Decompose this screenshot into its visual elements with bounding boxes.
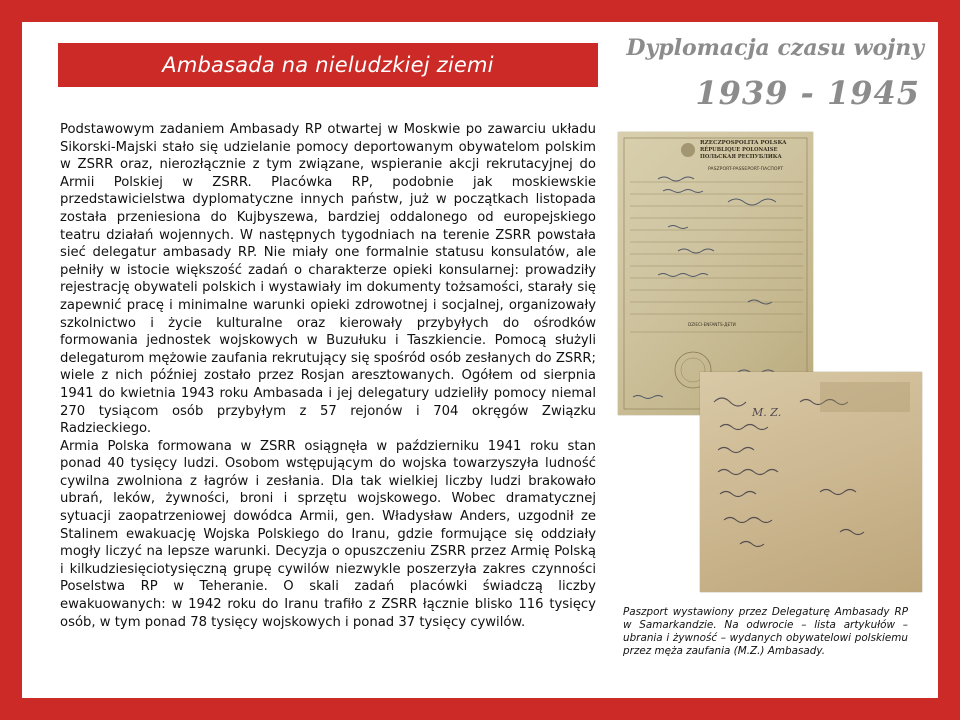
passport-children-label: DZIECI-ENFANTS-ДЕТИ — [688, 322, 736, 327]
photo-caption — [623, 606, 908, 658]
passport-header-line-2: RÉPUBLIQUE POLONAISE — [700, 147, 778, 153]
photo-caption-text: Paszport wystawiony przez Delegaturę Ambasady RP w Samarkandzie. Na odwrocie – lista artykułów – ubrania i żywność – wydanych obywatelowi polskiemu przez męża zaufania (M.Z.) Ambasady. — [623, 606, 908, 657]
years-range: 1939 - 1945 — [695, 74, 920, 112]
article-paragraph-1: Podstawowym zadaniem Ambasady RP otwartej w Moskwie po zawarciu układu Sikorski-Majski stało się udzielanie pomocy deportowanym obywatelom polskim w ZSRR oraz, nierozłącznie z tym związane, wspieranie akcji rekrutacyjnej do Armii Polskiej w ZSRR. Placówka RP, podobnie jak moskiewskie przedstawicielstwa dyplomatyczne innych państw, już w początkach listopada została przeniesiona do Kujbyszewa, bardziej oddalonego od europejskiego teatru działań wojennych. W następnych tygodniach na terenie ZSRR powstała sieć delegatur ambasady RP. Nie miały one formalnie statusu konsulatów, ale pełniły w istocie większość zadań o charakterze opieki konsularnej: prowadziły rejestrację obywateli polskich i wystawiały im dokumenty tożsamości, starały się zapewnić pracę i minimalne warunki opieki zdrowotnej i socjalnej, organizowały szkolnictwo i życie kulturalne oraz kierowały przybyłych do ośrodków formowania jednostek wojskowych w Buzułuku i Taszkiencie. Pomocą służyli delegaturom mężowie zaufania rekrutujący się spośród osób zesłanych do ZSRR; wiele z nich później zostało przez Rosjan aresztowanych. Ogółem od sierpnia 1941 do kwietnia 1943 roku Ambasada i jej delegatury udzieliły pomocy niemal 270 tysiącom osób przybyłym z 57 rejonów i 704 okręgów Związku Radzieckiego. — [60, 122, 596, 437]
passport-header-line-3: ПОЛЬСКАЯ РЕСПУБЛИКА — [700, 154, 782, 160]
slide-title: Ambasada na nieludzkiej ziemi — [162, 53, 494, 77]
slide-title-bar — [58, 43, 598, 87]
article-paragraph-2: Armia Polska formowana w ZSRR osiągnęła w październiku 1941 roku stan ponad 40 tysięcy ludzi. Osobom wstępującym do wojska towarzyszyła ludność cywilna zwolniona z łagrów i zesłania. Dla tak wielkiej liczby ludzi brakowało ubrań, leków, żywności, broni i sprzętu wojskowego. Wobec dramatycznej sytuacji zaopatrzeniowej dowódca Armii, gen. Władysław Anders, uzgodnił ze Stalinem ewakuację Wojska Polskiego do Iranu, gdzie formujące się oddziały mogły liczyć na lepsze warunki. Decyzja o opuszczeniu ZSRR przez Armię Polską i kilkudziesięciotysięczną grupę cywilów niezwykle poszerzyła zakres czynności Poselstwa RP w Teheranie. O skali zadań placówki świadczą liczby ewakuowanych: w 1942 roku do Iranu trafiło z ZSRR łącznie blisko 116 tysięcy osób, w tym ponad 78 tysięcy wojskowych i ponad 37 tysięcy cywilów. — [60, 438, 596, 630]
reverse-handwriting-mz: M. Z. — [752, 406, 782, 419]
passport-reverse-photo — [700, 372, 922, 592]
reverse-document-image — [700, 372, 922, 592]
eagle-emblem-icon — [681, 143, 695, 157]
passport-header-line-1: RZECZPOSPOLITA POLSKA — [700, 140, 787, 146]
article-body — [60, 121, 596, 631]
passport-doc-type: PASZPORT-PASSEPORT-ПАСПОРТ — [708, 167, 784, 172]
series-title: Dyplomacja czasu wojny — [626, 35, 924, 61]
